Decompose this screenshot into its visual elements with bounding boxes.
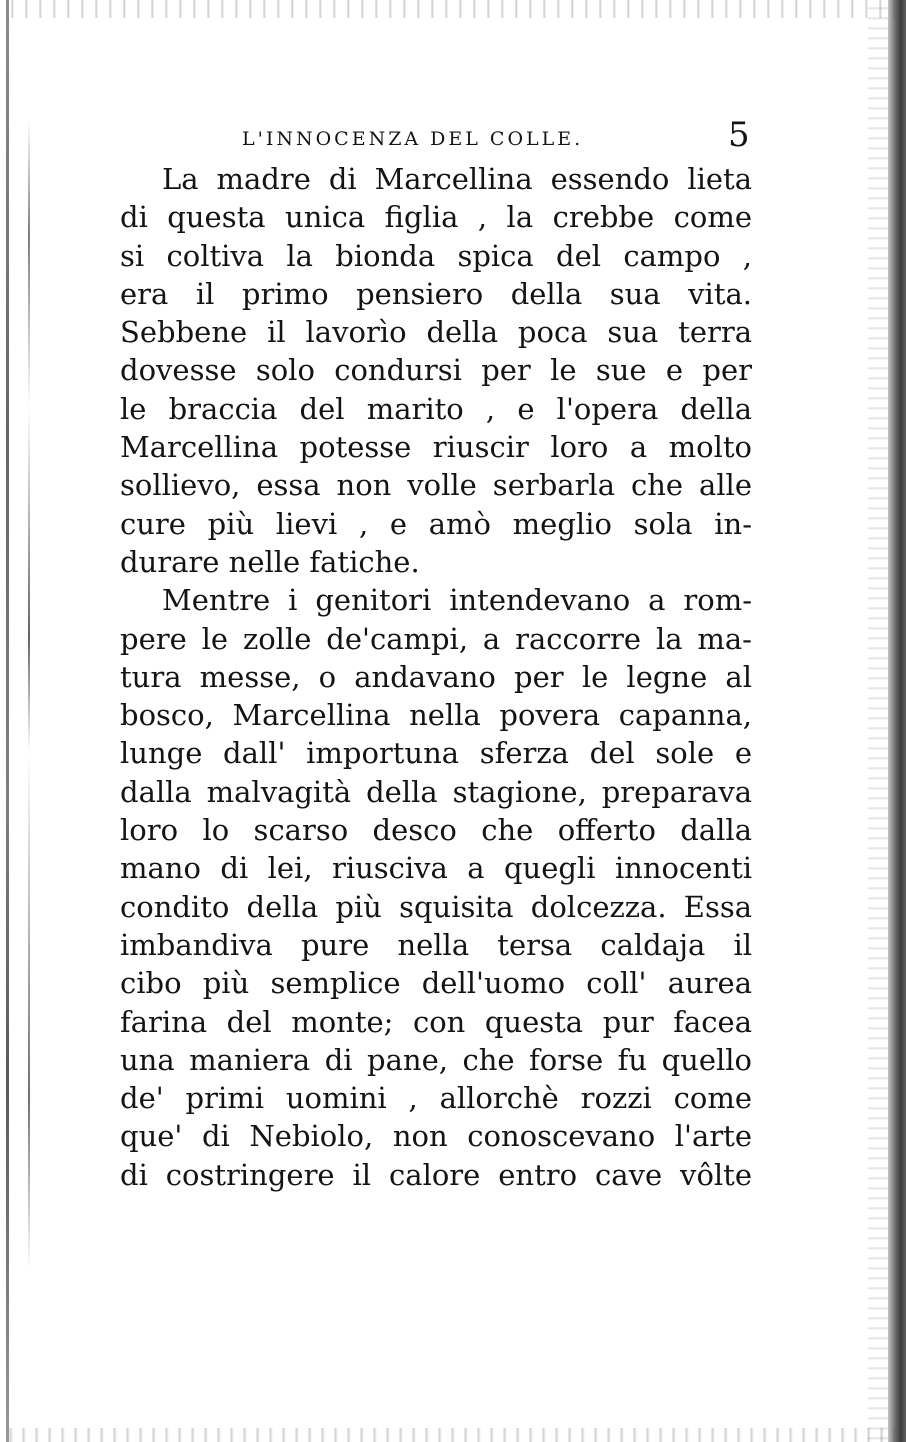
text-line: Mentre i genitori intendevano a rom- bbox=[162, 583, 752, 618]
text-line: cure più lievi , e amò meglio sola in- bbox=[120, 506, 752, 541]
text-line: Marcellina potesse riuscir loro a molto bbox=[120, 430, 752, 465]
text-line: condito della più squisita dolcezza. Essa bbox=[120, 889, 752, 924]
page-header bbox=[120, 115, 760, 158]
text-line: dovesse solo condursi per le sue e per bbox=[120, 353, 752, 388]
text-line: loro lo scarso desco che offerto dalla bbox=[120, 813, 752, 848]
text-line: tura messe, o andavano per le legne al bbox=[120, 659, 752, 694]
page-right-speckle bbox=[868, 0, 888, 1442]
page-top-edge bbox=[0, 0, 906, 18]
text-line: pere le zolle de'campi, a raccorre la ma- bbox=[120, 621, 752, 656]
paragraph-1 bbox=[120, 160, 752, 581]
text-line: sollievo, essa non volle serbarla che alle bbox=[120, 468, 752, 503]
text-line: imbandiva pure nella tersa caldaja il bbox=[120, 927, 752, 962]
body-text bbox=[120, 160, 752, 1194]
text-line: dalla malvagità della stagione, preparava bbox=[120, 774, 752, 809]
page-bottom-edge bbox=[0, 1428, 906, 1442]
text-line: di costringere il calore entro cave vôlte bbox=[120, 1157, 752, 1192]
text-line: de' primi uomini , allorchè rozzi come bbox=[120, 1081, 752, 1116]
text-line: lunge dall' importuna sferza del sole e bbox=[120, 736, 752, 771]
text-line: farina del monte; con questa pur facea bbox=[120, 1004, 752, 1039]
text-line: una maniera di pane, che forse fu quello bbox=[120, 1042, 752, 1077]
text-line: Sebbene il lavorìo della poca sua terra bbox=[120, 315, 752, 350]
page-number: 5 bbox=[728, 115, 750, 155]
text-line: di questa unica figlia , la crebbe come bbox=[120, 200, 752, 235]
paragraph-2 bbox=[120, 581, 752, 1194]
text-line: La madre di Marcellina essendo lieta bbox=[162, 162, 752, 196]
page-right-edge bbox=[888, 0, 906, 1442]
text-line: era il primo pensiero della sua vita. bbox=[120, 276, 752, 311]
page-left-edge bbox=[6, 0, 9, 1442]
text-line: bosco, Marcellina nella povera capanna, bbox=[120, 698, 752, 733]
text-line: le braccia del marito , e l'opera della bbox=[120, 391, 752, 426]
text-line: si coltiva la bionda spica del campo , bbox=[120, 238, 752, 273]
running-head: L'INNOCENZA DEL COLLE. bbox=[242, 128, 584, 150]
text-line: que' di Nebiolo, non conoscevano l'arte bbox=[120, 1119, 752, 1154]
text-line: cibo più semplice dell'uomo coll' aurea bbox=[120, 966, 752, 1001]
text-line: mano di lei, riusciva a quegli innocenti bbox=[120, 851, 752, 886]
text-line: durare nelle fatiche. bbox=[120, 544, 420, 579]
page-left-shadow bbox=[28, 120, 30, 1270]
